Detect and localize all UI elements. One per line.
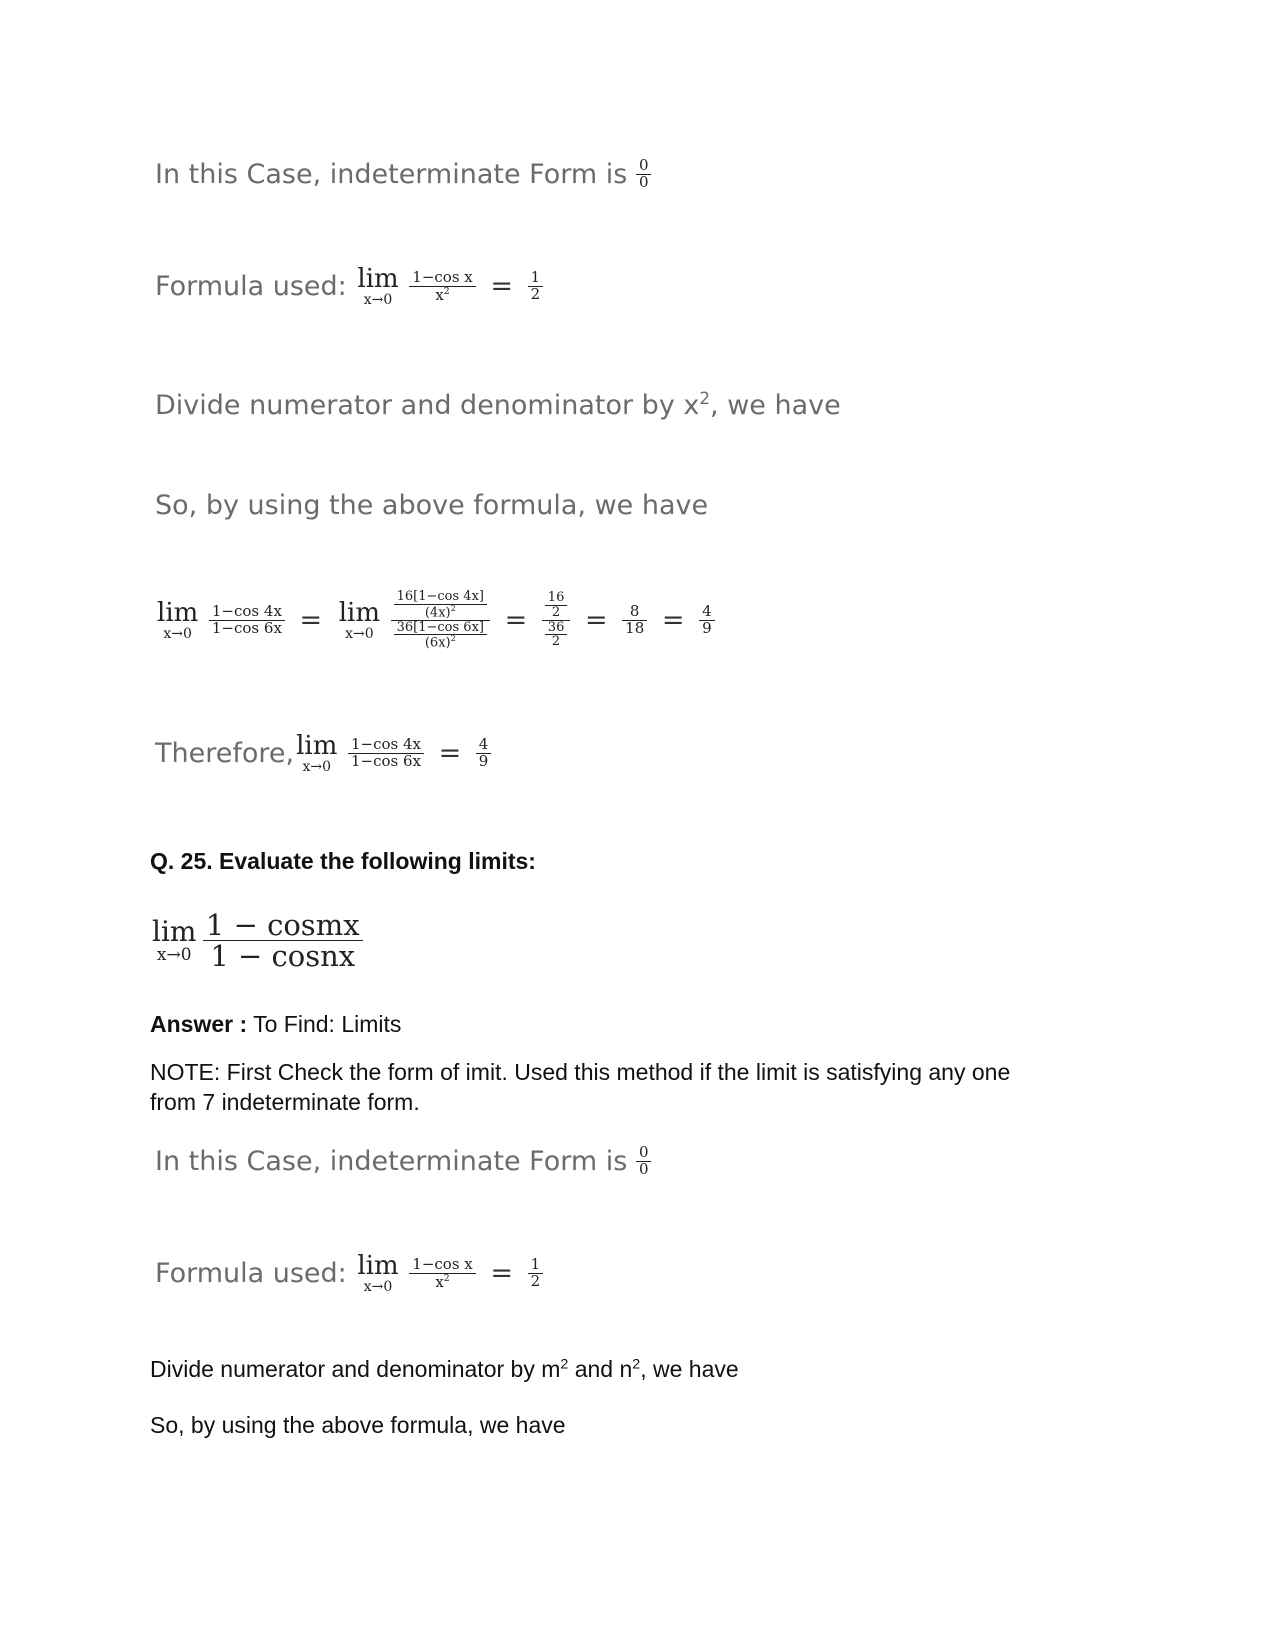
divide-m-n-line: Divide numerator and denominator by $m^2$ and $n^2$, we have xyxy=(150,1356,739,1382)
four-ninths-fraction: $\frac{4}{9}$ xyxy=(476,737,492,770)
question-expression xyxy=(150,910,363,972)
one-half-fraction: $\frac{1}{2}$ xyxy=(528,270,544,303)
limit-operator: lim x→0 xyxy=(357,264,399,308)
eight-over-eighteen: $\frac{8}{18}$ xyxy=(622,604,647,637)
formula-fraction: $\frac{\text{1−cos x}}{x^2}$ xyxy=(409,1257,475,1291)
divide-x-squared-line: Divide numerator and denominator by $x^2$, we have xyxy=(155,388,841,421)
limit-operator: lim x→0 xyxy=(357,1251,399,1295)
limit-operator: lim x→0 xyxy=(152,914,197,965)
using-formula-line-1: So, by using the above formula, we have xyxy=(155,490,709,521)
compound-fraction: $\frac{\frac{16[1-\cos 4x]}{(4x)^2}}{\frac{36[1-\cos 6x]}{(6x)^2}}$ xyxy=(391,590,490,650)
limit-operator-2: lim x→0 xyxy=(338,597,381,642)
formula-used-line-1: Formula used: lim x→0 $\frac{\text{1−cos x}}{x^2}$ = $\frac{1}{2}$ xyxy=(155,266,543,307)
four-over-nine: $\frac{4}{9}$ xyxy=(699,604,715,637)
limit-operator: lim x→0 xyxy=(157,597,199,642)
cos4x-over-cos6x-fraction: $\frac{1-\cos 4x}{1-\cos 6x}$ xyxy=(209,604,285,637)
indeterminate-form-line-2: In this Case, indeterminate Form is $\frac{0}{0}$ xyxy=(155,1145,651,1178)
one-half-fraction: $\frac{1}{2}$ xyxy=(528,1257,544,1290)
formula-used-line-2: Formula used: lim x→0 $\frac{\text{1−cos x}}{x^2}$ = $\frac{1}{2}$ xyxy=(155,1253,543,1294)
indeterminate-form-line-1: In this Case, indeterminate Form is $\frac{0}{0}$ xyxy=(155,158,651,191)
answer-line: Answer : To Find: Limits xyxy=(150,1011,402,1037)
result-fraction: $\frac{1-\cos 4x}{1-\cos 6x}$ xyxy=(348,737,424,770)
limit-operator: lim x→0 xyxy=(296,731,338,775)
question-heading: Q. 25. Evaluate the following limits: xyxy=(150,848,536,874)
zero-over-zero-fraction: $\frac{0}{0}$ xyxy=(636,1145,652,1178)
therefore-line: Therefore, lim x→0 $\frac{1-\cos 4x}{1-\cos 6x}$ = $\frac{4}{9}$ xyxy=(155,733,491,774)
sixteen-halves-over-thirtysix-halves: $\frac{\frac{16}{2}}{\frac{36}{2}}$ xyxy=(542,591,571,649)
note-paragraph: NOTE: First Check the form of imit. Used this method if the limit is satisfying any one from 7 indeterminate form. xyxy=(150,1059,1011,1115)
cosmx-over-cosnx-fraction: $\frac{\text{1 − cosmx}}{\text{1 − cosnx}}$ xyxy=(203,910,363,972)
limit-computation: lim x→0 $\frac{1-\cos 4x}{1-\cos 6x}$ = lim x→0 $\frac{\frac{16[1-\cos 4x]}{(4x)^2}}{\frac{36[1-\cos 6x]}{(6x)^2}}$ = $\frac{\frac{16}{2}}{\frac{36}{2}}$ = $\frac{8}{18}$ = $\frac{4}{9}$ xyxy=(155,590,715,650)
using-formula-line-2: So, by using the above formula, we have xyxy=(150,1412,566,1438)
formula-fraction: $\frac{\text{1−cos x}}{x^2}$ xyxy=(409,270,475,304)
zero-over-zero-fraction: $\frac{0}{0}$ xyxy=(636,158,652,191)
